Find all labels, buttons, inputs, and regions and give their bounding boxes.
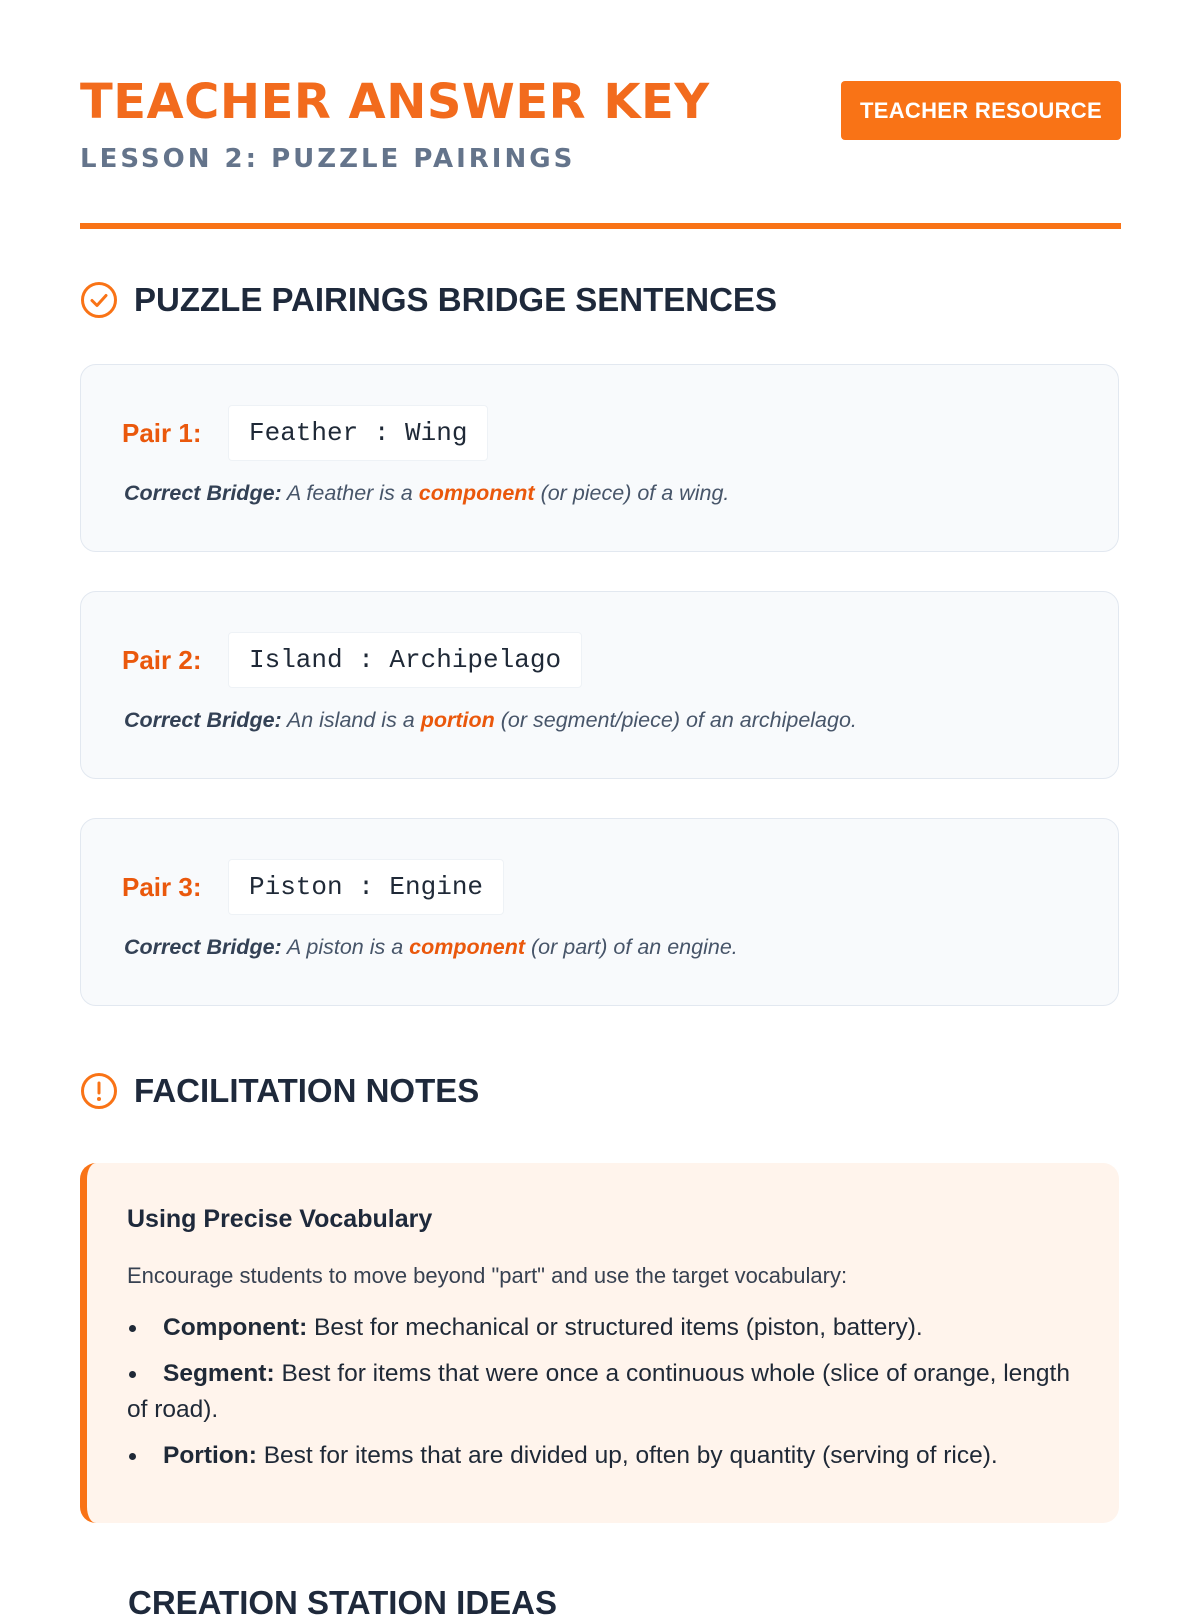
bullet-icon	[129, 1453, 136, 1460]
bridge-text-after: (or segment/piece) of an archipelago.	[494, 708, 857, 732]
bridge-lead: Correct Bridge:	[124, 481, 282, 505]
bridge-section-title: PUZZLE PAIRINGS BRIDGE SENTENCES	[134, 281, 777, 318]
vocab-term: Segment:	[163, 1360, 275, 1387]
vocab-description: Best for items that are divided up, often by quantity (serving of rice).	[256, 1442, 998, 1469]
page-header	[80, 0, 1121, 230]
list-item	[127, 1310, 1087, 1346]
correct-bridge	[124, 708, 857, 733]
creation-station-heading: CREATION STATION IDEAS	[128, 1584, 557, 1621]
bridge-lead: Correct Bridge:	[124, 708, 282, 732]
pair-label: Pair 2:	[122, 644, 202, 675]
bridge-text-before: An island is a	[281, 708, 421, 732]
notes-section-heading	[80, 1072, 479, 1110]
pair-analogy: Island : Archipelago	[228, 632, 582, 688]
pair-analogy: Piston : Engine	[228, 859, 504, 915]
bridge-text-before: A feather is a	[281, 481, 419, 505]
pair-analogy: Feather : Wing	[228, 405, 488, 461]
vocab-description: Best for mechanical or structured items (piston, battery).	[307, 1314, 923, 1341]
correct-bridge	[124, 935, 738, 960]
bullet-icon	[129, 1371, 136, 1378]
bridge-text-before: A piston is a	[281, 935, 410, 959]
header-divider	[80, 223, 1121, 229]
notes-section-title: FACILITATION NOTES	[134, 1072, 480, 1109]
page-title: TEACHER ANSWER KEY	[80, 74, 710, 130]
pair-label: Pair 3:	[122, 871, 202, 902]
pair-card-2	[80, 591, 1119, 779]
vocab-description: Best for items that were once a continuous whole (slice of orange, length of road).	[127, 1360, 1070, 1423]
pair-card-3	[80, 818, 1119, 1006]
facilitation-notes-box	[80, 1163, 1119, 1523]
alert-circle-icon	[80, 1072, 118, 1110]
bridge-text-after: (or piece) of a wing.	[534, 481, 730, 505]
bridge-key-word: component	[418, 481, 535, 505]
bullet-icon	[129, 1325, 136, 1332]
answer-key-page	[80, 0, 1121, 1621]
list-item	[127, 1438, 1087, 1474]
pair-label: Pair 1:	[122, 417, 202, 448]
page-subtitle: LESSON 2: PUZZLE PAIRINGS	[80, 144, 576, 174]
bridge-text-after: (or part) of an engine.	[525, 935, 738, 959]
bridge-section-heading	[80, 281, 777, 319]
vocab-term: Portion:	[163, 1442, 257, 1469]
correct-bridge	[124, 481, 729, 506]
bridge-key-word: component	[409, 935, 526, 959]
pair-card-1	[80, 364, 1119, 552]
notes-box-title: Using Precise Vocabulary	[127, 1205, 433, 1233]
notes-intro: Encourage students to move beyond "part" and use the target vocabulary:	[127, 1263, 848, 1288]
vocab-term: Component:	[163, 1314, 308, 1341]
bridge-lead: Correct Bridge:	[124, 935, 282, 959]
teacher-resource-badge: TEACHER RESOURCE	[841, 81, 1121, 140]
list-item	[127, 1356, 1087, 1428]
vocabulary-list	[127, 1310, 1087, 1484]
bridge-key-word: portion	[420, 708, 495, 732]
check-circle-icon	[80, 281, 118, 319]
